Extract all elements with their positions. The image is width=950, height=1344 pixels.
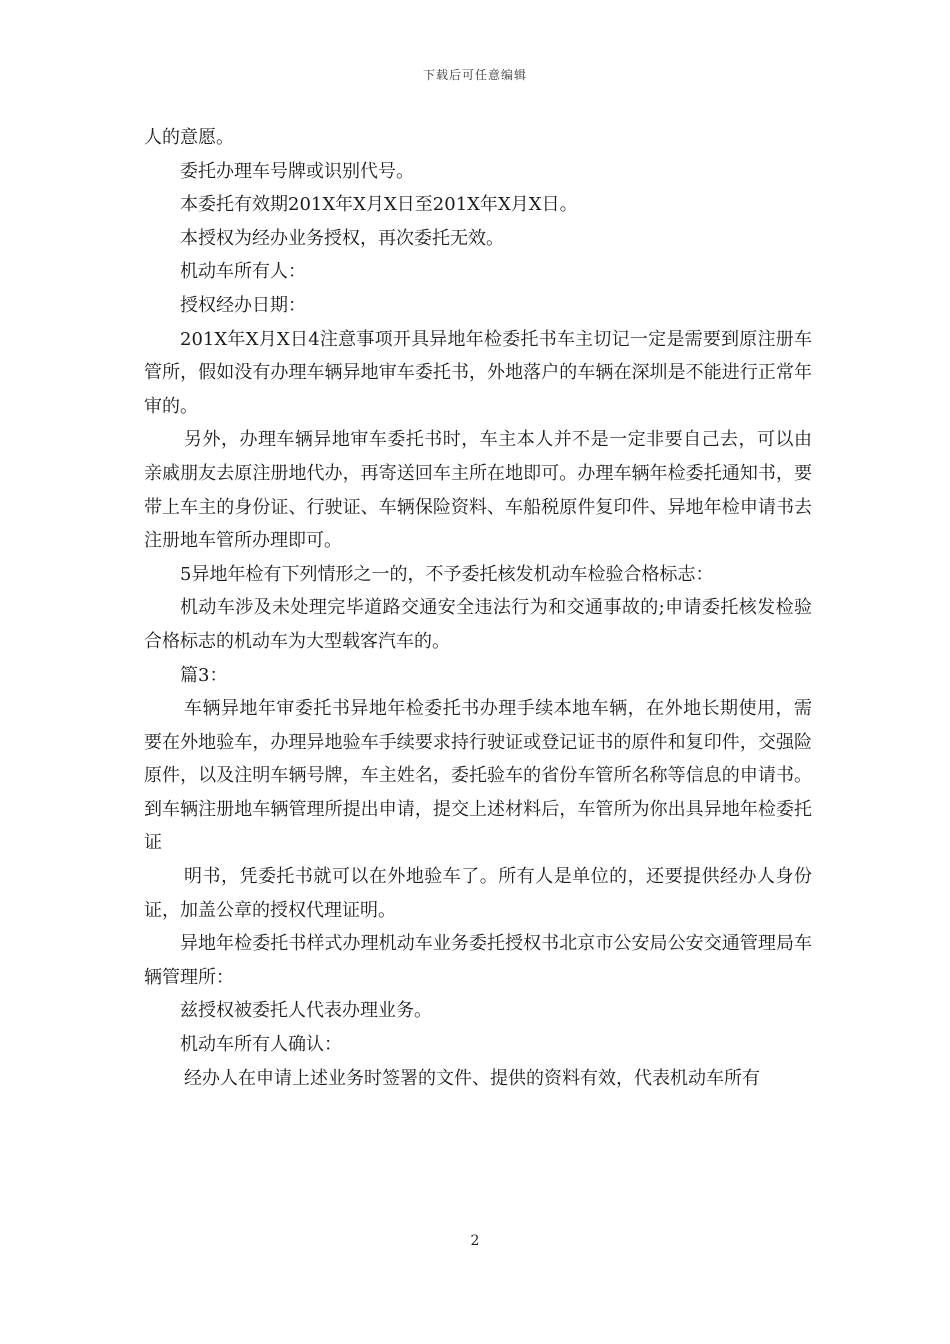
page-number: 2 [470, 1233, 480, 1249]
paragraph: 人的意愿。 [144, 127, 234, 148]
paragraph: 明书，凭委托书就可以在外地验车了。所有人是单位的，还要提供经办人身份证，加盖公章的授权代理证明。 [144, 866, 812, 921]
paragraph: 授权经办日期： [180, 294, 306, 316]
paragraph: 机动车涉及未处理完毕道路交通安全违法行为和交通事故的;申请委托核发检验合格标志的机动车为大型载客汽车的。 [144, 597, 812, 652]
paragraph: 委托办理车号牌或识别代号。 [180, 160, 414, 182]
page-header: 下载后可任意编辑 [422, 68, 527, 82]
paragraph: 本委托有效期201X年X月X日至201X年X月X日。 [180, 194, 578, 216]
paragraph: 经办人在申请上述业务时签署的文件、提供的资料有效，代表机动车所有 [184, 1067, 760, 1089]
paragraph: 5异地年检有下列情形之一的，不予委托核发机动车检验合格标志： [180, 563, 714, 585]
paragraph: 异地年检委托书样式办理机动车业务委托授权书北京市公安局公安交通管理局车辆管理所： [144, 933, 812, 988]
paragraph: 兹授权被委托人代表办理业务。 [180, 1000, 432, 1022]
paragraph: 机动车所有人确认： [180, 1034, 342, 1056]
paragraph: 201X年X月X日4注意事项开具异地年检委托书车主切记一定是需要到原注册车管所，假如没有办理车辆异地审车委托书，外地落户的车辆在深圳是不能进行正常年审的。 [144, 328, 812, 417]
paragraph: 本授权为经办业务授权，再次委托无效。 [180, 227, 504, 249]
document-body [144, 121, 812, 1095]
paragraph: 车辆异地年审委托书异地年检委托书办理手续本地车辆，在外地长期使用，需要在外地验车，办理异地验车手续要求持行驶证或登记证书的原件和复印件，交强险原件，以及注明车辆号牌，车主姓名，委托验车的省份车管所名称等信息的申请书。到车辆注册地车辆管理所提出申请，提交上述材料后，车管所为你出具异地年检委托证 [144, 698, 812, 854]
paragraph: 篇3： [180, 664, 228, 686]
paragraph: 另外，办理车辆异地审车委托书时，车主本人并不是一定非要自己去，可以由亲戚朋友去原注册地代办，再寄送回车主所在地即可。办理车辆年检委托通知书，要带上车主的身份证、行驶证、车辆保险资料、车船税原件复印件、异地年检申请书去注册地车管所办理即可。 [144, 429, 812, 552]
paragraph: 机动车所有人： [180, 261, 306, 283]
